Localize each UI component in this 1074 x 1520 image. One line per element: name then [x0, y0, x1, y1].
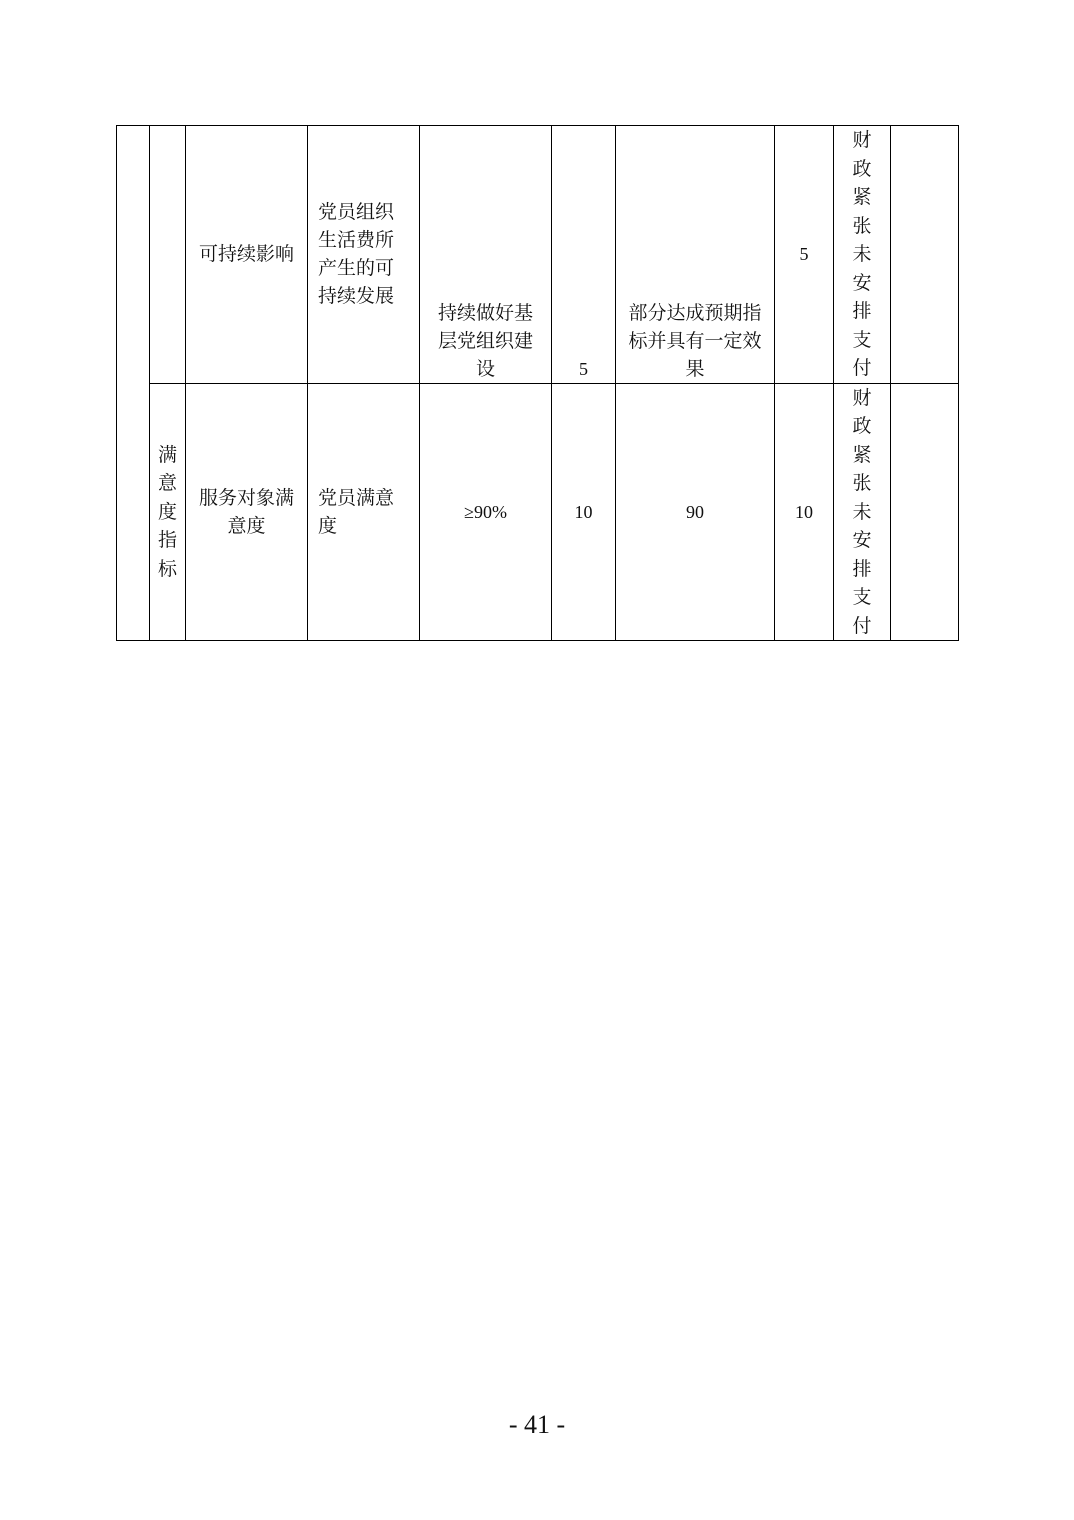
target-cell [420, 126, 552, 384]
performance-indicator-table [116, 125, 959, 641]
sub-indicator-text: 可持续影响 [198, 243, 294, 266]
performance-table-wrapper [116, 125, 959, 641]
target-text: ≥90% [464, 501, 507, 522]
weight-cell [552, 126, 616, 384]
target-cell [420, 383, 552, 641]
sub-indicator-text: 服务对象满意度 [198, 486, 294, 537]
reason-text: 财政紧张未安排支付 [852, 386, 872, 637]
table-row [117, 383, 959, 641]
score-cell [775, 383, 834, 641]
actual-text: 90 [686, 501, 704, 522]
weight-value: 10 [574, 501, 593, 522]
sub-indicator-cell [186, 126, 308, 384]
page-number: - 41 - [508, 1410, 566, 1439]
reason-cell [834, 126, 891, 384]
remark-cell [891, 126, 959, 384]
score-cell [775, 126, 834, 384]
reason-cell [834, 383, 891, 641]
remark-cell [891, 383, 959, 641]
table-row [117, 126, 959, 384]
indicator-text: 党员组织生活费所产生的可持续发展 [318, 201, 395, 307]
category-label: 满意度指标 [158, 443, 178, 580]
category-cell [150, 126, 186, 384]
sub-indicator-cell [186, 383, 308, 641]
category-cell [150, 383, 186, 641]
weight-cell [552, 383, 616, 641]
score-value: 5 [799, 244, 809, 265]
actual-cell [616, 383, 775, 641]
indicator-cell [308, 383, 420, 641]
target-text: 持续做好基层党组织建设 [437, 301, 533, 380]
weight-value: 5 [579, 358, 588, 379]
actual-text: 部分达成预期指标并具有一定效果 [628, 301, 762, 380]
score-value: 10 [795, 501, 813, 522]
indicator-cell [308, 126, 420, 384]
indicator-text: 党员满意度 [318, 486, 395, 537]
first-level-indicator-cell [117, 126, 150, 641]
actual-cell [616, 126, 775, 384]
reason-text: 财政紧张未安排支付 [852, 129, 872, 379]
